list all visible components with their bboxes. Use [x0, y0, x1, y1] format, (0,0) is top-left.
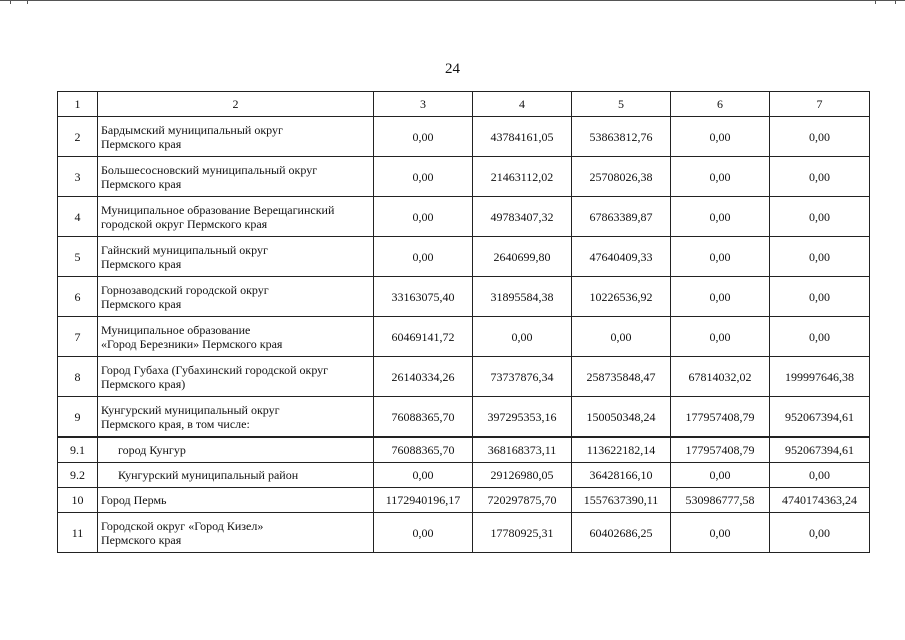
- municipality-name-line: город Кунгур: [118, 443, 186, 457]
- value-cell-c5: 1557637390,11: [572, 488, 671, 513]
- value-cell-c4: 2640699,80: [473, 237, 572, 277]
- value-cell-c3: 0,00: [374, 237, 473, 277]
- row-number: 7: [58, 317, 98, 357]
- value-cell-c7: 952067394,61: [770, 397, 870, 438]
- value-cell-c5: 0,00: [572, 317, 671, 357]
- row-number: 3: [58, 157, 98, 197]
- value-cell-c3: 0,00: [374, 197, 473, 237]
- row-number: 9: [58, 397, 98, 438]
- municipality-name-line: Муниципальное образование: [101, 322, 251, 337]
- value-cell-c5: 53863812,76: [572, 117, 671, 157]
- value-cell-c7: 0,00: [770, 157, 870, 197]
- value-cell-c6: 0,00: [671, 277, 770, 317]
- value-cell-c7: 0,00: [770, 463, 870, 488]
- table-row: [58, 463, 870, 488]
- value-cell-c5: 47640409,33: [572, 237, 671, 277]
- table-row: [58, 237, 870, 277]
- row-number: 8: [58, 357, 98, 397]
- municipality-name-line: Гайнский муниципальный округ: [101, 242, 268, 257]
- value-cell-c3: 60469141,72: [374, 317, 473, 357]
- table-body: [58, 92, 870, 553]
- value-cell-c6: 0,00: [671, 197, 770, 237]
- municipality-name: [98, 277, 374, 317]
- row-number: 9.2: [58, 463, 98, 488]
- top-rule: [0, 0, 905, 1]
- value-cell-c6: 0,00: [671, 317, 770, 357]
- value-cell-c6: 177957408,79: [671, 437, 770, 463]
- municipality-name-line: Кунгурский муниципальный район: [118, 468, 299, 482]
- row-number: 4: [58, 197, 98, 237]
- municipality-name-line: Пермского края: [101, 532, 182, 547]
- value-cell-c6: 0,00: [671, 157, 770, 197]
- table-row: [58, 277, 870, 317]
- value-cell-c4: 21463112,02: [473, 157, 572, 197]
- municipality-name-line: Пермского края): [101, 376, 186, 391]
- municipality-name-line: Городской округ «Город Кизел»: [101, 518, 264, 533]
- table-header-row: [58, 92, 870, 117]
- value-cell-c4: 720297875,70: [473, 488, 572, 513]
- row-number: 9.1: [58, 437, 98, 463]
- value-cell-c3: 0,00: [374, 463, 473, 488]
- value-cell-c7: 4740174363,24: [770, 488, 870, 513]
- value-cell-c7: 0,00: [770, 197, 870, 237]
- value-cell-c7: 0,00: [770, 277, 870, 317]
- row-number: 11: [58, 513, 98, 553]
- column-header: 2: [98, 92, 374, 117]
- value-cell-c3: 0,00: [374, 513, 473, 553]
- value-cell-c3: 0,00: [374, 157, 473, 197]
- municipality-name-line: Муниципальное образование Верещагинский: [101, 202, 335, 217]
- value-cell-c4: 43784161,05: [473, 117, 572, 157]
- value-cell-c4: 368168373,11: [473, 437, 572, 463]
- municipality-name-line: городской округ Пермского края: [101, 216, 268, 231]
- value-cell-c7: 0,00: [770, 237, 870, 277]
- table-row: [58, 488, 870, 513]
- municipality-name-line: Пермского края: [101, 296, 182, 311]
- municipality-name-line: Пермского края: [101, 136, 182, 151]
- top-tick: [27, 0, 28, 4]
- value-cell-c3: 26140334,26: [374, 357, 473, 397]
- value-cell-c5: 113622182,14: [572, 437, 671, 463]
- row-number: 2: [58, 117, 98, 157]
- value-cell-c6: 0,00: [671, 513, 770, 553]
- municipality-name: [98, 437, 374, 463]
- value-cell-c5: 150050348,24: [572, 397, 671, 438]
- municipality-name-line: Пермского края: [101, 256, 182, 271]
- municipality-name-line: Город Пермь: [101, 493, 167, 507]
- municipality-name: [98, 357, 374, 397]
- value-cell-c3: 76088365,70: [374, 397, 473, 438]
- value-cell-c4: 31895584,38: [473, 277, 572, 317]
- page-number: 24: [445, 61, 460, 77]
- value-cell-c4: 29126980,05: [473, 463, 572, 488]
- value-cell-c7: 0,00: [770, 317, 870, 357]
- top-tick: [10, 0, 11, 4]
- value-cell-c6: 0,00: [671, 463, 770, 488]
- municipality-name-line: Бардымский муниципальный округ: [101, 122, 283, 137]
- table-row: [58, 437, 870, 463]
- row-number: 5: [58, 237, 98, 277]
- value-cell-c6: 530986777,58: [671, 488, 770, 513]
- column-header: 6: [671, 92, 770, 117]
- value-cell-c3: 33163075,40: [374, 277, 473, 317]
- value-cell-c5: 60402686,25: [572, 513, 671, 553]
- municipality-name: [98, 157, 374, 197]
- value-cell-c5: 67863389,87: [572, 197, 671, 237]
- municipality-name: [98, 488, 374, 513]
- value-cell-c5: 36428166,10: [572, 463, 671, 488]
- table-row: [58, 317, 870, 357]
- row-number: 6: [58, 277, 98, 317]
- value-cell-c7: 0,00: [770, 117, 870, 157]
- municipality-name-line: Пермского края: [101, 176, 182, 191]
- value-cell-c6: 0,00: [671, 117, 770, 157]
- table-row: [58, 117, 870, 157]
- value-cell-c3: 1172940196,17: [374, 488, 473, 513]
- value-cell-c3: 76088365,70: [374, 437, 473, 463]
- value-cell-c7: 0,00: [770, 513, 870, 553]
- column-header: 1: [58, 92, 98, 117]
- value-cell-c6: 0,00: [671, 237, 770, 277]
- value-cell-c6: 67814032,02: [671, 357, 770, 397]
- municipality-name-line: «Город Березники» Пермского края: [101, 336, 283, 351]
- column-header: 3: [374, 92, 473, 117]
- table-row: [58, 197, 870, 237]
- column-header: 4: [473, 92, 572, 117]
- municipality-name-line: Горнозаводский городской округ: [101, 282, 269, 297]
- municipality-name: [98, 237, 374, 277]
- top-tick: [895, 0, 896, 4]
- table-row: [58, 397, 870, 438]
- value-cell-c7: 952067394,61: [770, 437, 870, 463]
- data-table: [57, 91, 870, 553]
- value-cell-c3: 0,00: [374, 117, 473, 157]
- municipality-name: [98, 463, 374, 488]
- table-row: [58, 357, 870, 397]
- municipality-name: [98, 317, 374, 357]
- value-cell-c4: 17780925,31: [473, 513, 572, 553]
- table-row: [58, 157, 870, 197]
- municipality-name-line: Пермского края, в том числе:: [101, 416, 250, 431]
- value-cell-c4: 49783407,32: [473, 197, 572, 237]
- value-cell-c5: 25708026,38: [572, 157, 671, 197]
- value-cell-c6: 177957408,79: [671, 397, 770, 438]
- municipality-name: [98, 197, 374, 237]
- municipality-name-line: Кунгурский муниципальный округ: [101, 402, 280, 417]
- municipality-name: [98, 117, 374, 157]
- municipality-name-line: Большесосновский муниципальный округ: [101, 162, 318, 177]
- column-header: 5: [572, 92, 671, 117]
- municipality-name: [98, 397, 374, 438]
- table-row: [58, 513, 870, 553]
- row-number: 10: [58, 488, 98, 513]
- municipality-name-line: Город Губаха (Губахинский городской округ: [101, 362, 329, 377]
- municipality-name: [98, 513, 374, 553]
- value-cell-c4: 0,00: [473, 317, 572, 357]
- column-header: 7: [770, 92, 870, 117]
- value-cell-c7: 199997646,38: [770, 357, 870, 397]
- top-tick: [875, 0, 876, 4]
- value-cell-c4: 397295353,16: [473, 397, 572, 438]
- value-cell-c5: 258735848,47: [572, 357, 671, 397]
- value-cell-c4: 73737876,34: [473, 357, 572, 397]
- value-cell-c5: 10226536,92: [572, 277, 671, 317]
